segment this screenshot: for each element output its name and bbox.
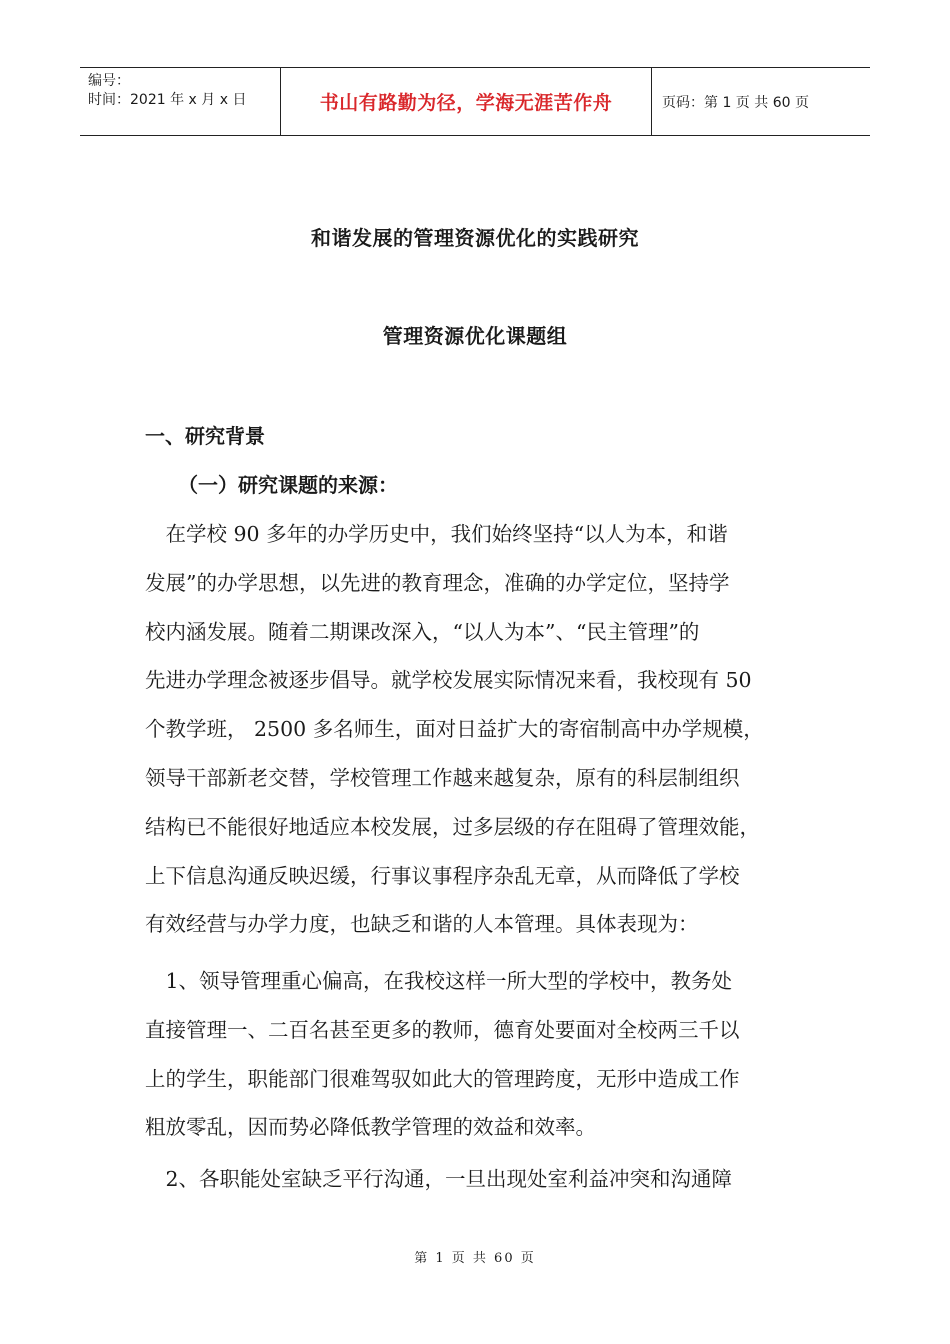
header-page-info: 页码：第 1 页 共 60 页 bbox=[662, 94, 809, 111]
section-heading: 一、研究背景 bbox=[145, 424, 265, 448]
paragraph-line: 直接管理一、二百名甚至更多的教师，德育处要面对全校两三千以 bbox=[145, 1017, 740, 1042]
header-motto: 书山有路勤为径，学海无涯苦作舟 bbox=[281, 68, 652, 135]
paragraph-point-1 bbox=[145, 957, 805, 1152]
paragraph-line: 发展”的办学思想，以先进的教育理念，准确的办学定位，坚持学 bbox=[145, 570, 730, 595]
document-header bbox=[80, 67, 870, 136]
paragraph-line: 结构已不能很好地适应本校发展，过多层级的存在阻碍了管理效能， bbox=[145, 814, 760, 839]
paragraph-line: 校内涵发展。随着二期课改深入，“以人为本”、“民主管理”的 bbox=[145, 619, 700, 644]
paragraph-line: 在学校 90 多年的办学历史中，我们始终坚持“以人为本，和谐 bbox=[145, 522, 728, 546]
paragraph-line: 1、领导管理重心偏高，在我校这样一所大型的学校中，教务处 bbox=[145, 969, 733, 993]
page-footer: 第 1 页 共 60 页 bbox=[414, 1251, 536, 1266]
date-label: 时间：2021 年 x 月 x 日 bbox=[88, 92, 247, 108]
paragraph-line: 上的学生，职能部门很难驾驭如此大的管理跨度，无形中造成工作 bbox=[145, 1066, 740, 1091]
paragraph-line: 上下信息沟通反映迟缓，行事议事程序杂乱无章，从而降低了学校 bbox=[145, 863, 740, 888]
paragraph-line: 2、各职能处室缺乏平行沟通，一旦出现处室利益冲突和沟通障 bbox=[145, 1167, 733, 1191]
paragraph-line: 个教学班， 2500 多名师生，面对日益扩大的寄宿制高中办学规模， bbox=[145, 717, 764, 742]
document-author: 管理资源优化课题组 bbox=[382, 324, 568, 348]
paragraph-line: 粗放零乱，因而势必降低教学管理的效益和效率。 bbox=[145, 1115, 596, 1140]
sub-heading: （一）研究课题的来源： bbox=[178, 473, 398, 497]
document-title: 和谐发展的管理资源优化的实践研究 bbox=[311, 226, 639, 250]
header-meta bbox=[80, 68, 281, 135]
number-label: 编号： bbox=[88, 73, 130, 89]
paragraph-line: 先进办学理念被逐步倡导。就学校发展实际情况来看，我校现有 50 bbox=[145, 668, 752, 693]
paragraph-line: 领导干部新老交替，学校管理工作越来越复杂，原有的科层制组织 bbox=[145, 765, 740, 790]
paragraph-background bbox=[145, 510, 805, 949]
paragraph-point-2 bbox=[145, 1155, 805, 1204]
paragraph-line: 有效经营与办学力度，也缺乏和谐的人本管理。具体表现为： bbox=[145, 912, 699, 937]
